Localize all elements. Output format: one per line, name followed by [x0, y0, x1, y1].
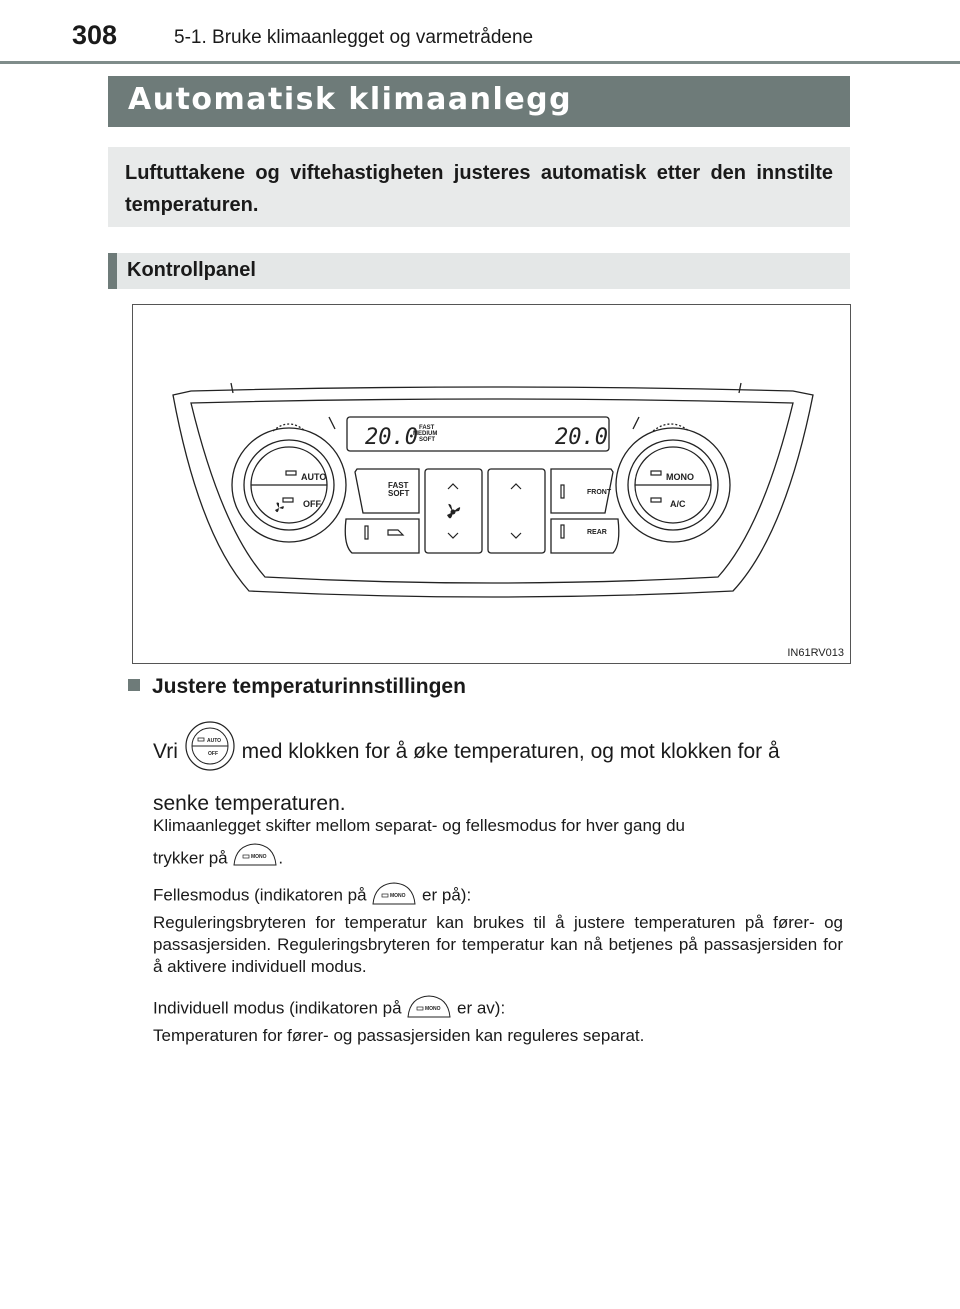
display-fan-fast: FAST: [419, 425, 435, 431]
intro-text: Luftuttakene og viftehastigheten justeres automatisk etter den innstilte temperaturen.: [125, 162, 833, 216]
paragraph-shared-mode: [153, 880, 843, 978]
label-rear: REAR: [587, 529, 607, 536]
label-off: OFF: [303, 499, 321, 509]
p1-before: Vri: [153, 740, 178, 764]
label-mono: MONO: [666, 472, 694, 482]
mono-button-icon: [232, 841, 278, 877]
subheading: Kontrollpanel: [127, 259, 256, 281]
display-fan-soft: SOFT: [419, 437, 435, 443]
paragraph-individual-mode: [153, 993, 843, 1047]
display-left-temp: 20.0: [365, 425, 418, 450]
section-heading: [128, 675, 466, 699]
p4-body: Temperaturen for fører- og passasjersiden kan reguleres separat.: [153, 1026, 645, 1045]
control-panel-figure: [132, 304, 851, 664]
p4-after: er av):: [457, 998, 506, 1018]
section-heading-text: Justere temperaturinnstillingen: [152, 675, 466, 698]
label-fast: FAST: [388, 481, 409, 490]
p2-after: .: [278, 848, 284, 868]
chapter-title: 5-1. Bruke klimaanlegget og varmetrådene: [174, 27, 534, 48]
mono-icon-label: MONO: [425, 1006, 441, 1012]
subheading-bar: [108, 253, 850, 289]
mono-button-icon: [371, 880, 417, 912]
control-panel-illustration: [133, 305, 850, 663]
p2-line1: Klimaanlegget skifter mellom separat- og fellesmodus for hver gang du: [153, 816, 685, 835]
page-number: 308: [72, 20, 118, 50]
p2-before: trykker på: [153, 848, 228, 868]
label-soft: SOFT: [388, 489, 410, 498]
label-front: FRONT: [587, 489, 612, 496]
square-bullet-icon: [128, 679, 140, 691]
p1-after: med klokken for å øke temperaturen, og mot klokken for å: [241, 740, 780, 764]
p3-before: Fellesmodus (indikatoren på: [153, 885, 367, 905]
mono-button-icon: [406, 993, 452, 1025]
mono-icon-label: MONO: [390, 893, 406, 899]
p3-body: Reguleringsbryteren for temperatur kan brukes til å justere temperaturen på fører- og passasjersiden. Reguleringsbryteren for temperatur kan nå betjenes på passasjersiden for å aktivere individuell modus.: [153, 913, 843, 976]
display-fan-medium: MEDIUM: [413, 431, 438, 437]
intro-box: [108, 147, 850, 227]
section-title-bar: [108, 76, 850, 127]
section-title: Automatisk klimaanlegg: [128, 82, 573, 117]
subheading-accent: [108, 253, 117, 289]
knob-icon-off: OFF: [207, 751, 218, 757]
label-auto: AUTO: [301, 472, 327, 482]
mono-icon-label: MONO: [251, 854, 267, 860]
label-ac: A/C: [670, 499, 686, 509]
page-header: [0, 0, 960, 60]
display-right-temp: 20.0: [555, 425, 608, 450]
header-rule: [0, 61, 960, 64]
auto-off-knob-icon: [184, 720, 236, 785]
figure-code: IN61RV013: [787, 647, 844, 659]
p4-before: Individuell modus (indikatoren på: [153, 998, 402, 1018]
p1-line2: senke temperaturen.: [153, 792, 346, 815]
knob-icon-auto: AUTO: [206, 738, 221, 744]
paragraph-knob: [153, 720, 843, 823]
paragraph-mono-toggle: [153, 811, 843, 877]
p3-after: er på):: [422, 885, 472, 905]
